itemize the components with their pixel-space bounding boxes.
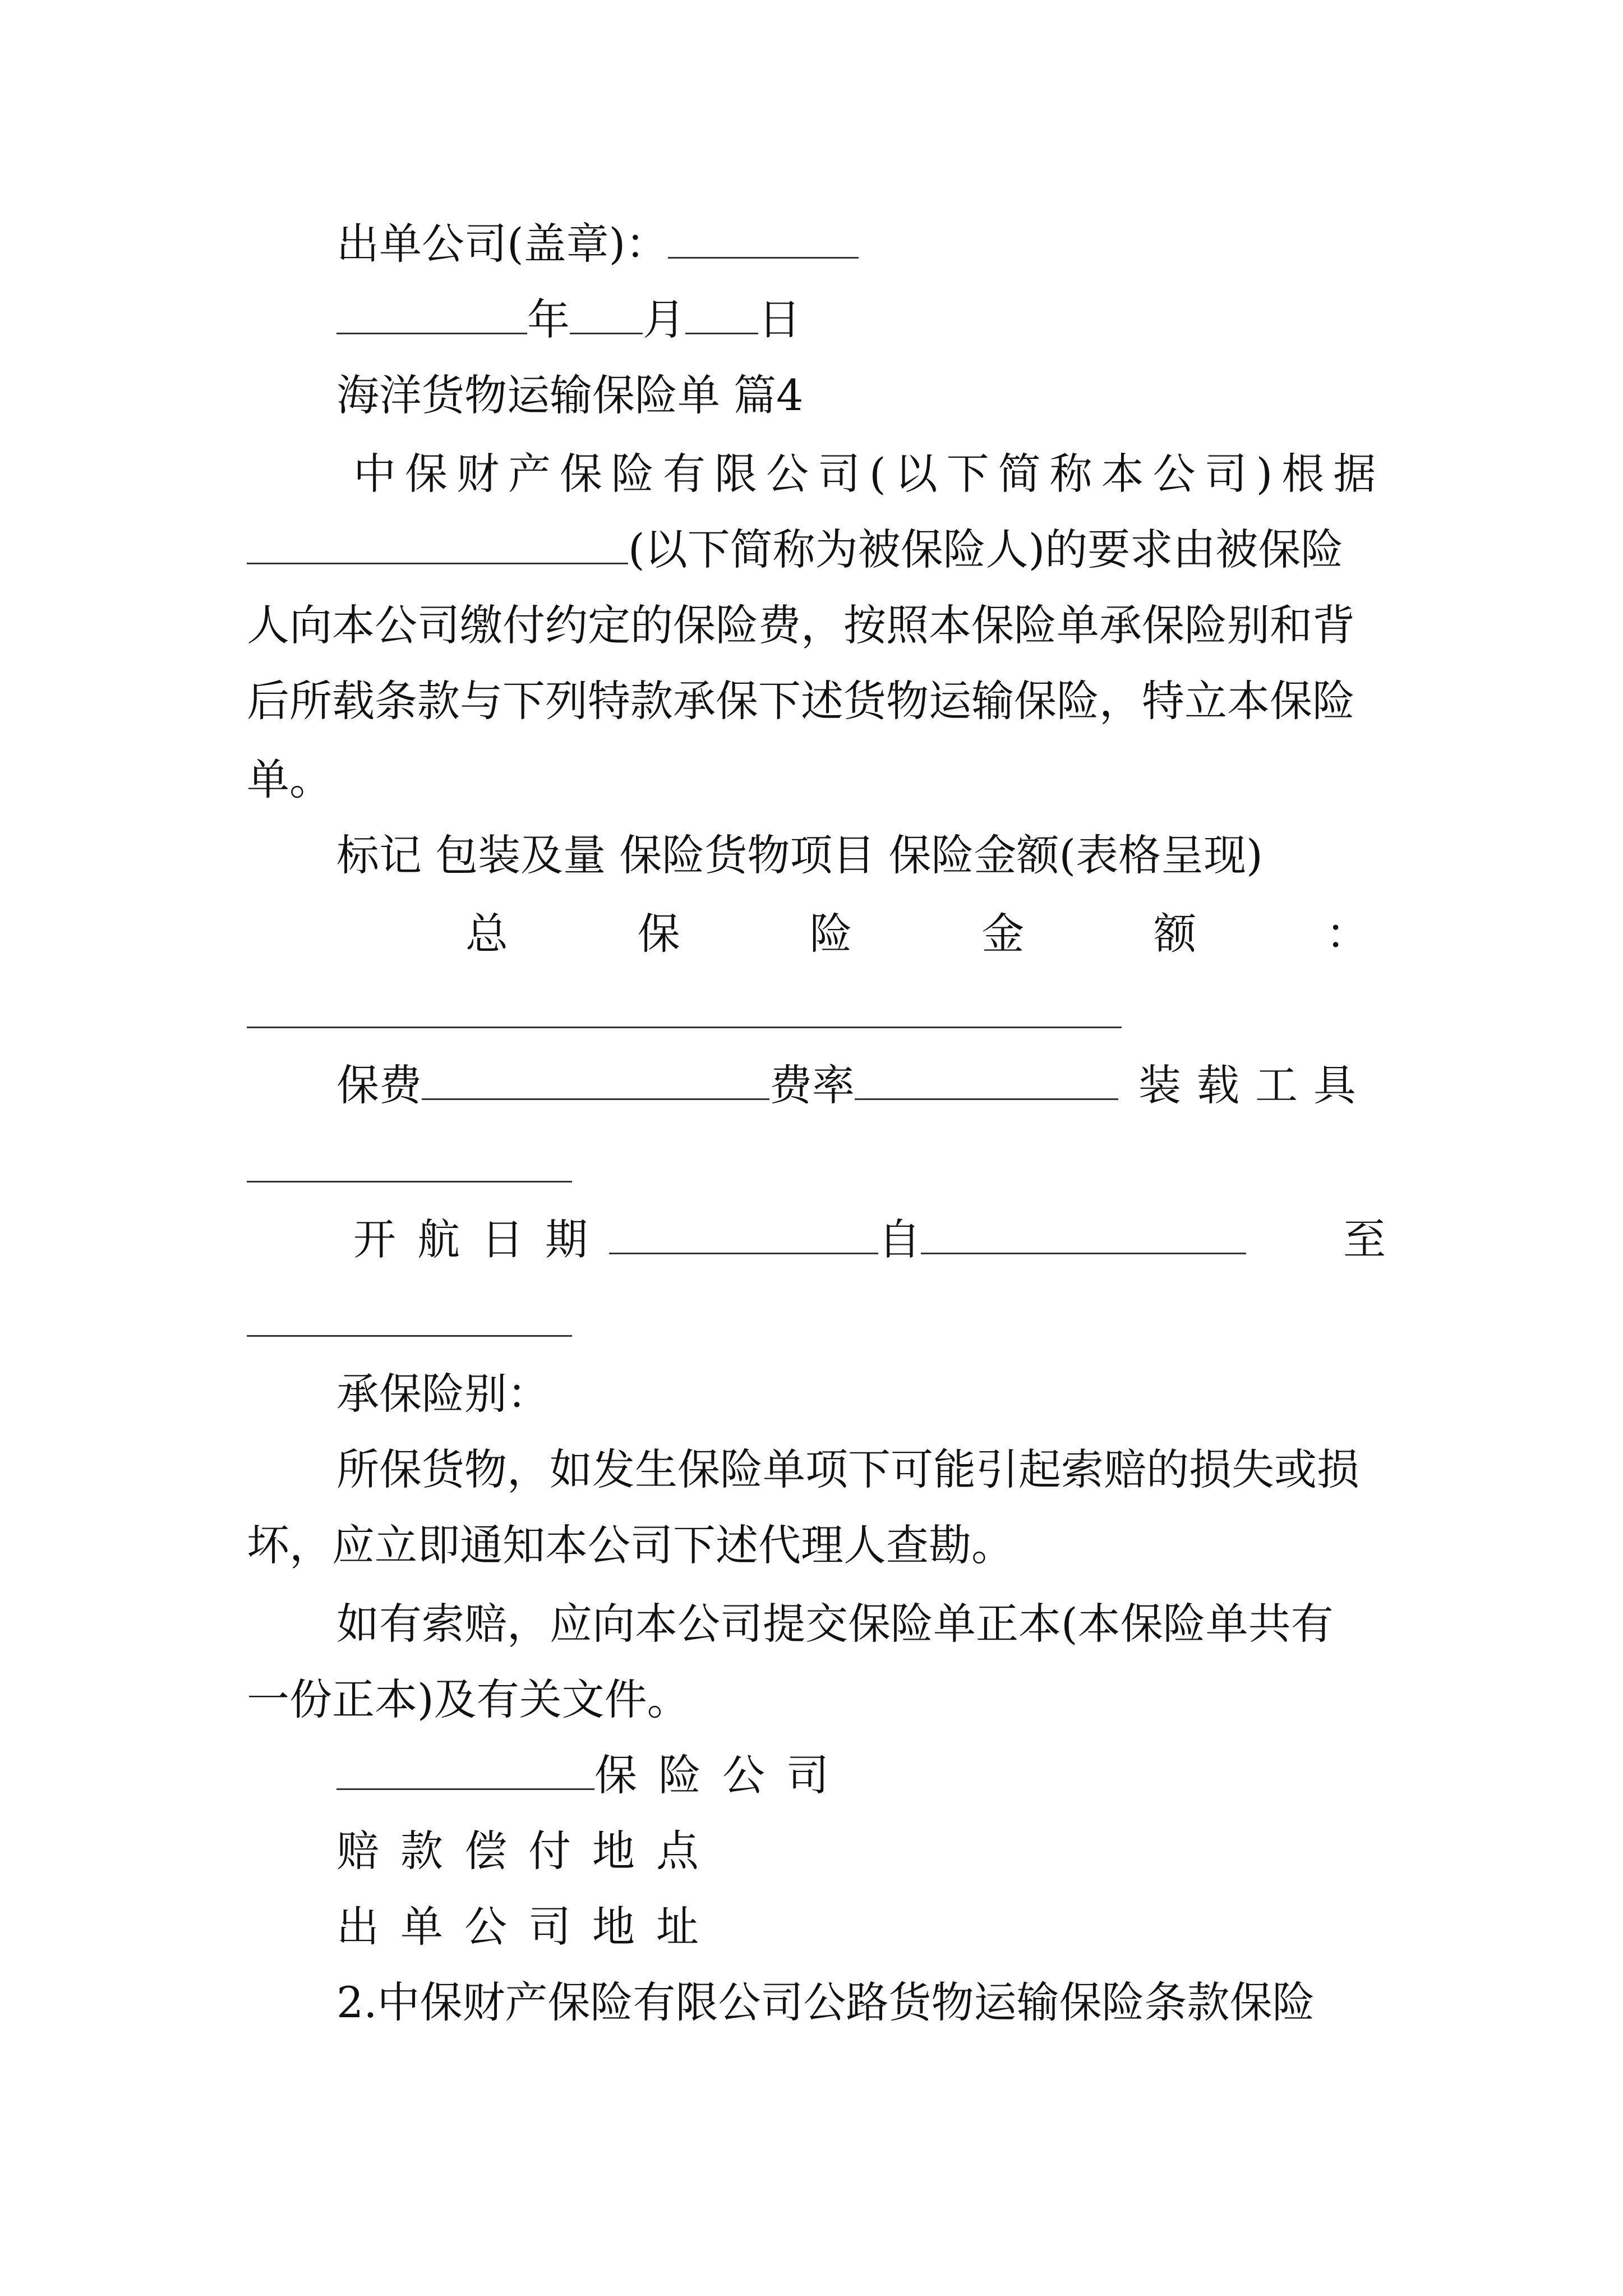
from-blank <box>921 1218 1246 1254</box>
paragraph-3-line-2: 一份正本)及有关文件。 <box>247 1674 690 1724</box>
issuer-blank <box>668 222 859 259</box>
paragraph-1-line-1: 中保财产保险有限公司(以下简称本公司)根据 <box>353 449 1385 499</box>
paragraph-2-line-1: 所保货物，如发生保险单项下可能引起索赔的损失或损 <box>336 1444 1359 1494</box>
premium-line <box>336 1057 1118 1114</box>
vehicle-blank <box>247 1181 572 1182</box>
paragraph-3-line-1: 如有索赔，应向本公司提交保险单正本(本保险单共有 <box>336 1599 1334 1649</box>
day-label: 日 <box>758 295 801 344</box>
from-label: 自 <box>878 1214 921 1264</box>
insurer-blank <box>336 1754 594 1790</box>
rate-label: 费率 <box>769 1060 855 1110</box>
paragraph-1-line-2-text: (以下简称为被保险人)的要求由被保险 <box>628 524 1344 574</box>
total-char: 保 <box>637 909 680 959</box>
insurer-label: 保险公司 <box>594 1750 850 1800</box>
total-char: 额 <box>1154 909 1197 959</box>
rate-blank <box>855 1064 1118 1100</box>
issuer-address-label: 出单公司地址 <box>336 1902 720 1952</box>
issuer-label: 出单公司(盖章)： <box>336 219 668 269</box>
vehicle-label: 装载工具 <box>1138 1060 1372 1110</box>
paragraph-2-line-2: 坏，应立即通知本公司下述代理人查勘。 <box>247 1520 1014 1570</box>
section-heading: 海洋货物运输保险单 篇4 <box>336 370 804 420</box>
to-label: 至 <box>1343 1214 1386 1264</box>
total-char: 金 <box>981 909 1025 959</box>
month-blank <box>570 298 643 334</box>
paragraph-1-line-4: 后所载条款与下列特款承保下述货物运输保险，特立本保险 <box>247 676 1355 726</box>
total-char: 总 <box>465 909 508 959</box>
final-line: 2.中保财产保险有限公司公路货物运输保险条款保险 <box>336 1977 1315 2027</box>
sail-date-line <box>353 1212 1246 1268</box>
premium-blank <box>422 1064 769 1100</box>
table-note: 标记 包装及量 保险货物项目 保险金额(表格呈现) <box>336 830 1263 880</box>
paragraph-1-line-2 <box>247 522 1343 578</box>
total-sum-blank <box>247 1027 1122 1028</box>
sail-date-blank <box>609 1218 878 1254</box>
year-blank <box>336 298 527 334</box>
total-char: ： <box>1325 909 1368 959</box>
to-blank <box>247 1335 572 1337</box>
total-char: 险 <box>809 909 852 959</box>
coverage-label: 承保险别： <box>336 1369 550 1419</box>
sail-date-label: 开航日期 <box>353 1214 609 1264</box>
paragraph-1-line-3: 人向本公司缴付约定的保险费，按照本保险单承保险别和背 <box>247 600 1355 650</box>
issuer-line <box>336 216 859 272</box>
day-blank <box>685 298 758 334</box>
date-line <box>336 292 801 348</box>
paragraph-1-line-5: 单。 <box>247 754 332 804</box>
insured-name-blank <box>247 528 628 564</box>
total-sum-insured-label <box>465 906 1368 962</box>
insurer-line <box>336 1747 850 1803</box>
month-label: 月 <box>643 295 685 344</box>
premium-label: 保费 <box>336 1060 422 1110</box>
claim-place-label: 赔款偿付地点 <box>336 1826 720 1876</box>
year-label: 年 <box>527 295 570 344</box>
